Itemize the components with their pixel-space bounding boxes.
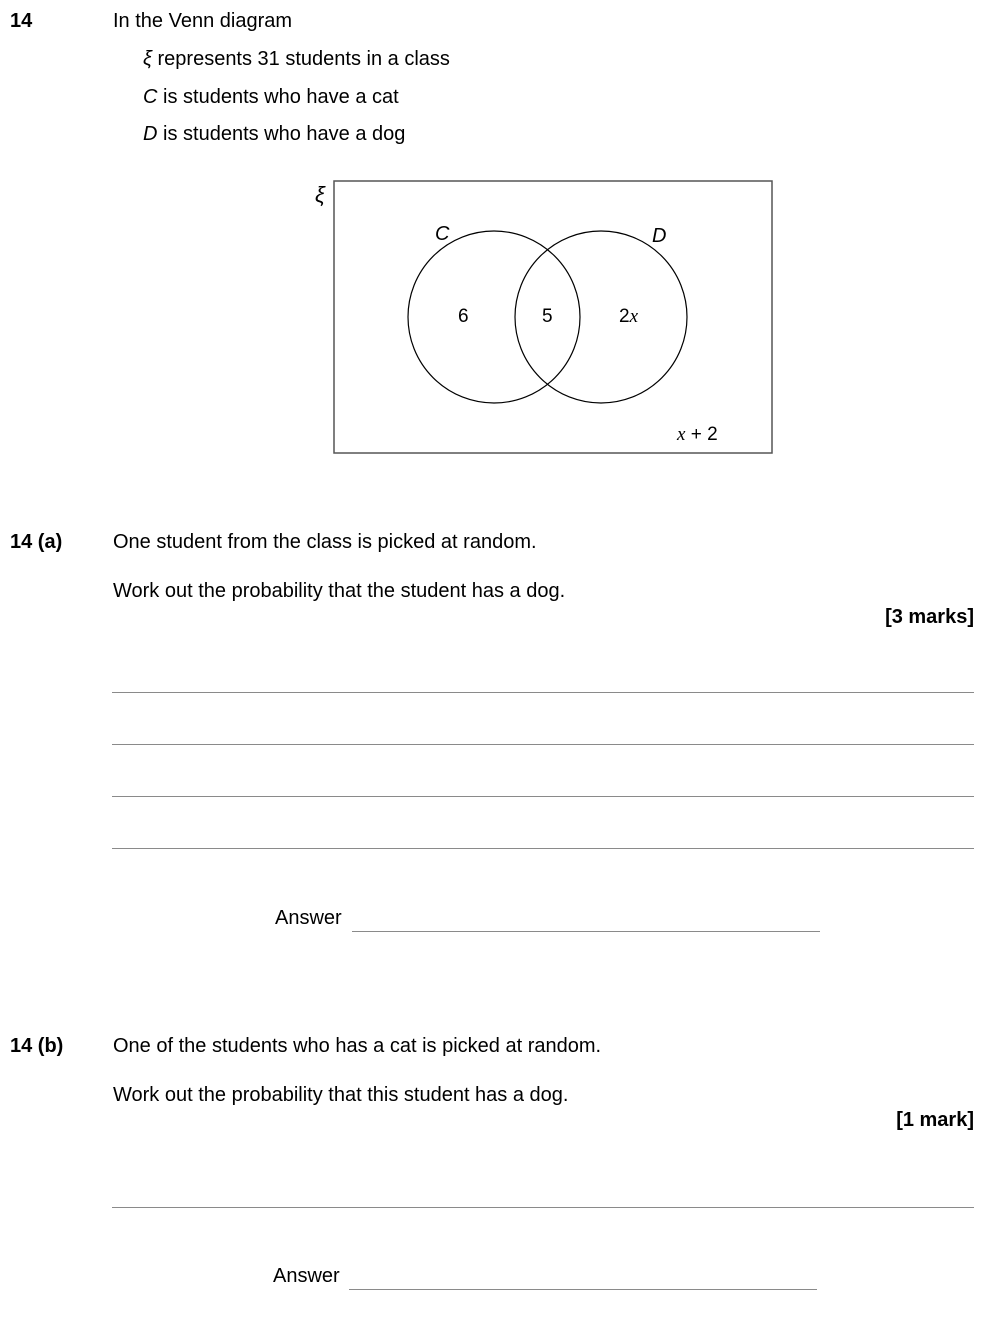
- outside-variable: x: [677, 424, 686, 445]
- venn-diagram: [300, 170, 790, 470]
- region-intersection: 5: [542, 306, 553, 327]
- region-outside: [676, 424, 718, 445]
- part-b-answer-line[interactable]: [349, 1289, 817, 1290]
- part-a-answer-line[interactable]: [352, 931, 820, 932]
- set-c-label: C: [435, 223, 450, 245]
- definition-text: is students who have a dog: [163, 123, 406, 145]
- part-a-label: 14 (a): [10, 531, 63, 553]
- definition-set-d: [143, 123, 405, 146]
- working-line[interactable]: [112, 1207, 974, 1208]
- definition-set-c: [143, 86, 399, 109]
- universal-set-rectangle: [334, 181, 772, 453]
- universal-set-label: ξ: [315, 182, 325, 207]
- set-d-circle: [515, 231, 687, 403]
- definition-symbol: C: [143, 86, 158, 108]
- only-d-variable: x: [629, 306, 639, 327]
- part-b-label: 14 (b): [10, 1035, 64, 1057]
- set-d-label: D: [652, 225, 667, 247]
- question-intro: In the Venn diagram: [113, 10, 293, 32]
- region-only-c: 6: [458, 306, 469, 327]
- outside-constant: + 2: [685, 424, 718, 445]
- part-b-answer-label: Answer: [273, 1265, 340, 1287]
- part-b-marks: [1 mark]: [896, 1109, 974, 1131]
- only-d-coefficient: 2: [619, 306, 630, 327]
- question-number: 14: [10, 10, 33, 32]
- definition-universal: [143, 48, 450, 71]
- definition-text: is students who have a cat: [163, 86, 399, 108]
- part-b-line1: One of the students who has a cat is picked at random.: [113, 1035, 602, 1057]
- part-a-marks: [3 marks]: [885, 606, 974, 628]
- set-c-circle: [408, 231, 580, 403]
- working-line[interactable]: [112, 744, 974, 745]
- working-line[interactable]: [112, 692, 974, 693]
- working-line[interactable]: [112, 848, 974, 849]
- part-b-line2: Work out the probability that this student has a dog.: [113, 1084, 569, 1106]
- part-a-line1: One student from the class is picked at random.: [113, 531, 537, 553]
- part-a-line2: Work out the probability that the student has a dog.: [113, 580, 566, 602]
- definition-symbol: ξ: [143, 48, 152, 70]
- working-line[interactable]: [112, 796, 974, 797]
- part-a-answer-label: Answer: [275, 907, 342, 929]
- definition-text: represents 31 students in a class: [157, 48, 450, 70]
- definition-symbol: D: [143, 123, 158, 145]
- region-only-d: [619, 306, 639, 327]
